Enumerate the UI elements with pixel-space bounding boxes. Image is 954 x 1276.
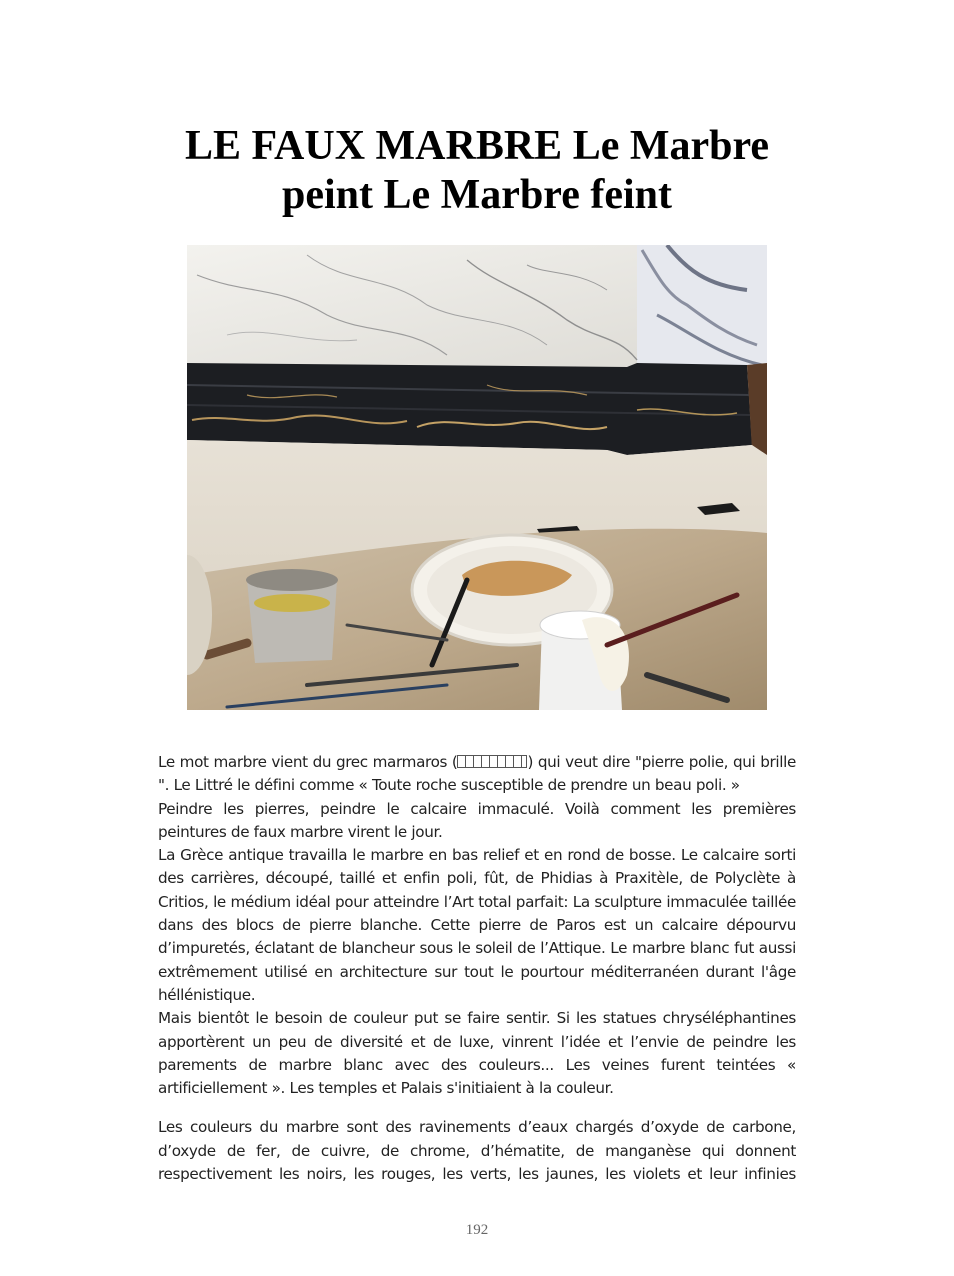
faux-marble-photo <box>187 245 767 710</box>
missing-glyph-placeholder <box>457 755 527 768</box>
body-text <box>158 751 796 1186</box>
paragraph-color: Mais bientôt le besoin de couleur put se faire sentir. Si les statues chryséléphantines apportèrent un peu de diversité et de luxe, vinrent l’idée et l’envie de peindre les parements de marbre blanc avec des couleurs... Les veines furent teintées « artificiellement ». Les temples et Palais s'initiaient à la couleur. <box>158 1009 796 1098</box>
page-title <box>120 122 834 220</box>
paragraph-marble-colors: Les couleurs du marbre sont des ravinements d’eaux chargés d’oxyde de carbone, d’oxyde de fer, de cuivre, de chrome, d’hématite, de manganèse qui donnent respectivement les noirs, les rouges, les verts, les jaunes, les violets et leur infinies <box>158 1118 796 1184</box>
title-line-2: peint Le Marbre feint <box>282 172 672 218</box>
paragraph-1-text-end: ) qui veut dire "pierre polie, qui brille ". Le Littré le défini comme « Toute roche susceptible de prendre un beau poli. » <box>158 753 796 795</box>
paragraph-origin: Peindre les pierres, peindre le calcaire immaculé. Voilà comment les premières peintures de faux marbre virent le jour. <box>158 799 796 841</box>
paragraph-ancient-greece: La Grèce antique travailla le marbre en bas relief et en rond de bosse. Le calcaire sorti des carrières, découpé, taillé et enfin poli, fût, de Phidias à Praxitèle, de Polyclète à Critios, le médium idéal pour atteindre l’Art total parfait: La sculpture immaculée taillée dans des blocs de pierre blanche. Cette pierre de Paros est un calcaire dépourvu d’impuretés, éclatant de blancheur sous le soleil de l’Attique. Le marbre blanc fut aussi extrêmement utilisé en architecture sur tout le pourtour méditerranéen durant l'âge héllénistique. <box>158 846 796 1004</box>
page-number: 192 <box>465 1222 489 1238</box>
title-line-1: LE FAUX MARBRE Le Marbre <box>184 123 770 169</box>
paragraph-1-text-start: Le mot marbre vient du grec marmaros ( <box>158 753 458 771</box>
paragraph-etymology <box>158 751 796 798</box>
